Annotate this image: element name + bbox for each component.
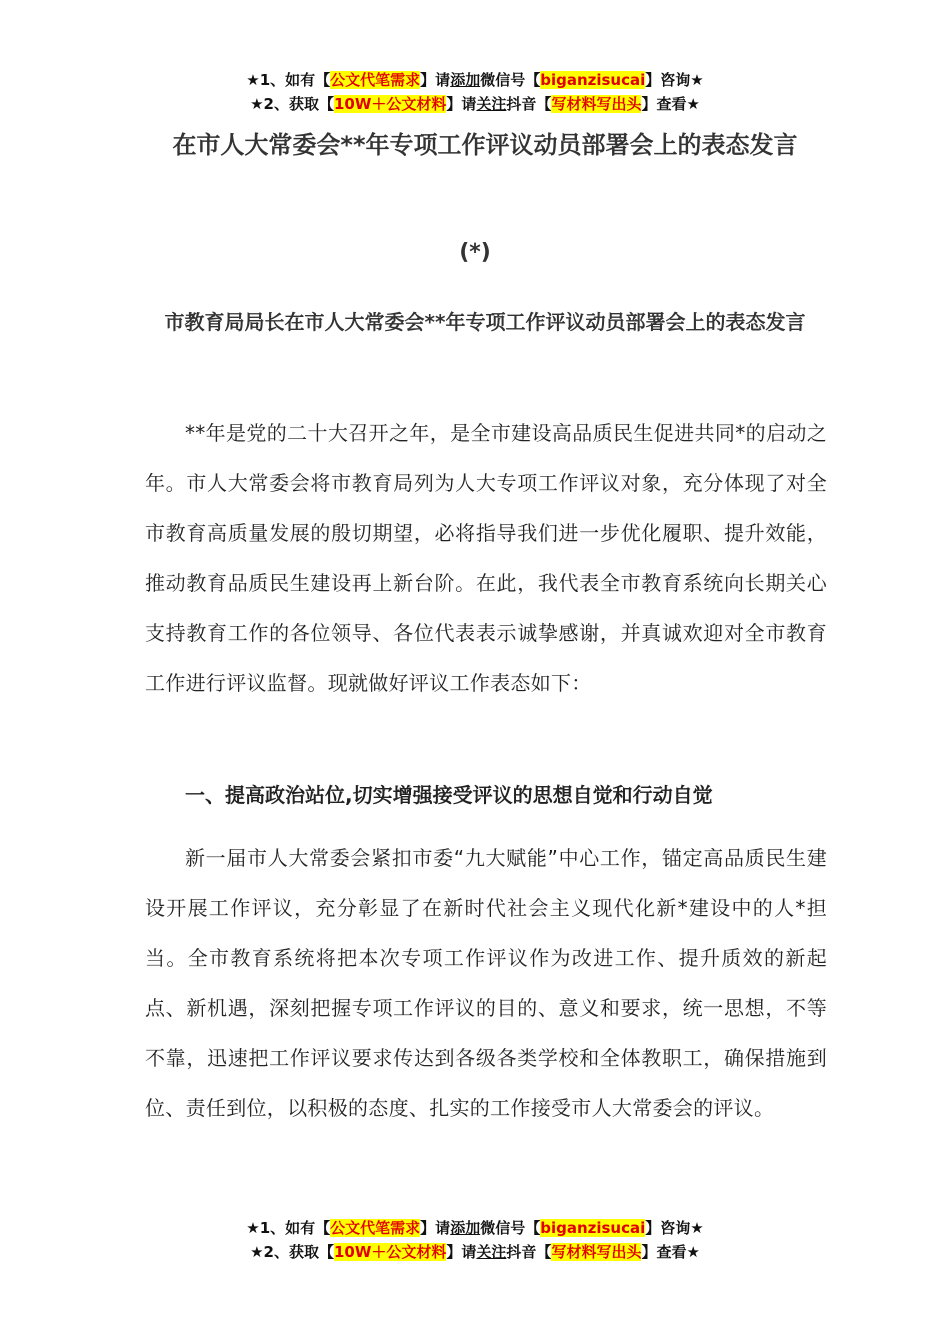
banner-text: 抖音【 xyxy=(506,95,552,113)
banner-highlight: biganzisucai xyxy=(540,71,646,89)
banner-text: 】请 xyxy=(420,71,451,89)
footer-banner xyxy=(0,1216,950,1264)
banner-text: 】咨询★ xyxy=(645,1219,704,1237)
banner-line-1 xyxy=(0,1216,950,1240)
banner-text: ★2、获取【 xyxy=(250,1243,334,1261)
banner-text: 微信号【 xyxy=(480,71,541,89)
banner-highlight: 写材料写出头 xyxy=(551,95,642,113)
banner-text: 】请 xyxy=(446,95,477,113)
banner-line-1 xyxy=(0,68,950,92)
banner-text: ★1、如有【 xyxy=(246,71,331,89)
subtitle-mark: (*) xyxy=(459,240,491,265)
paragraph-section-1: 新一届市人大常委会紧扣市委“九大赋能”中心工作，锚定高品质民生建设开展工作评议，充分彰显了在新时代社会主义现代化新*建设中的人*担当。全市教育系统将把本次专项工作评议作为改进工作、提升质效的新起点、新机遇，深刻把握专项工作评议的目的、意义和要求，统一思想，不等不靠，迅速把工作评议要求传达到各级各类学校和全体教职工，确保措施到位、责任到位，以积极的态度、扎实的工作接受市人大常委会的评议。 xyxy=(145,846,827,1120)
header-banner xyxy=(0,68,950,116)
banner-text: ★1、如有【 xyxy=(246,1219,331,1237)
banner-text: 】请 xyxy=(446,1243,477,1261)
banner-text: ★2、获取【 xyxy=(250,95,334,113)
banner-text: 】查看★ xyxy=(641,95,700,113)
paragraph-intro: **年是党的二十大召开之年，是全市建设高品质民生促进共同*的启动之年。市人大常委会将市教育局列为人大专项工作评议对象，充分体现了对全市教育高质量发展的殷切期望，必将指导我们进一步优化履职、提升效能，推动教育品质民生建设再上新台阶。在此，我代表全市教育系统向长期关心支持教育工作的各位领导、各位代表表示诚挚感谢，并真诚欢迎对全市教育工作进行评议监督。现就做好评议工作表态如下： xyxy=(145,421,827,695)
banner-highlight: 10W＋公文材料 xyxy=(333,95,447,113)
banner-line-2 xyxy=(0,92,950,116)
banner-underline-text: 关注 xyxy=(476,95,507,113)
banner-text: 】查看★ xyxy=(641,1243,700,1261)
banner-text: 抖音【 xyxy=(506,1243,552,1261)
banner-highlight: 公文代笔需求 xyxy=(330,1219,421,1237)
banner-text: 微信号【 xyxy=(480,1219,541,1237)
banner-highlight: 10W＋公文材料 xyxy=(333,1243,447,1261)
banner-underline-text: 添加 xyxy=(450,1219,481,1237)
banner-underline-text: 添加 xyxy=(450,71,481,89)
document-subtitle: 市教育局局长在市人大常委会**年专项工作评议动员部署会上的表态发言 xyxy=(164,310,806,334)
banner-highlight: biganzisucai xyxy=(540,1219,646,1237)
document-title: 在市人大常委会**年专项工作评议动员部署会上的表态发言 xyxy=(172,131,798,159)
banner-highlight: 写材料写出头 xyxy=(551,1243,642,1261)
banner-highlight: 公文代笔需求 xyxy=(330,71,421,89)
banner-text: 】请 xyxy=(420,1219,451,1237)
banner-line-2 xyxy=(0,1240,950,1264)
banner-text: 】咨询★ xyxy=(645,71,704,89)
section-heading-1: 一、提高政治站位,切实增强接受评议的思想自觉和行动自觉 xyxy=(185,783,713,807)
banner-underline-text: 关注 xyxy=(476,1243,507,1261)
